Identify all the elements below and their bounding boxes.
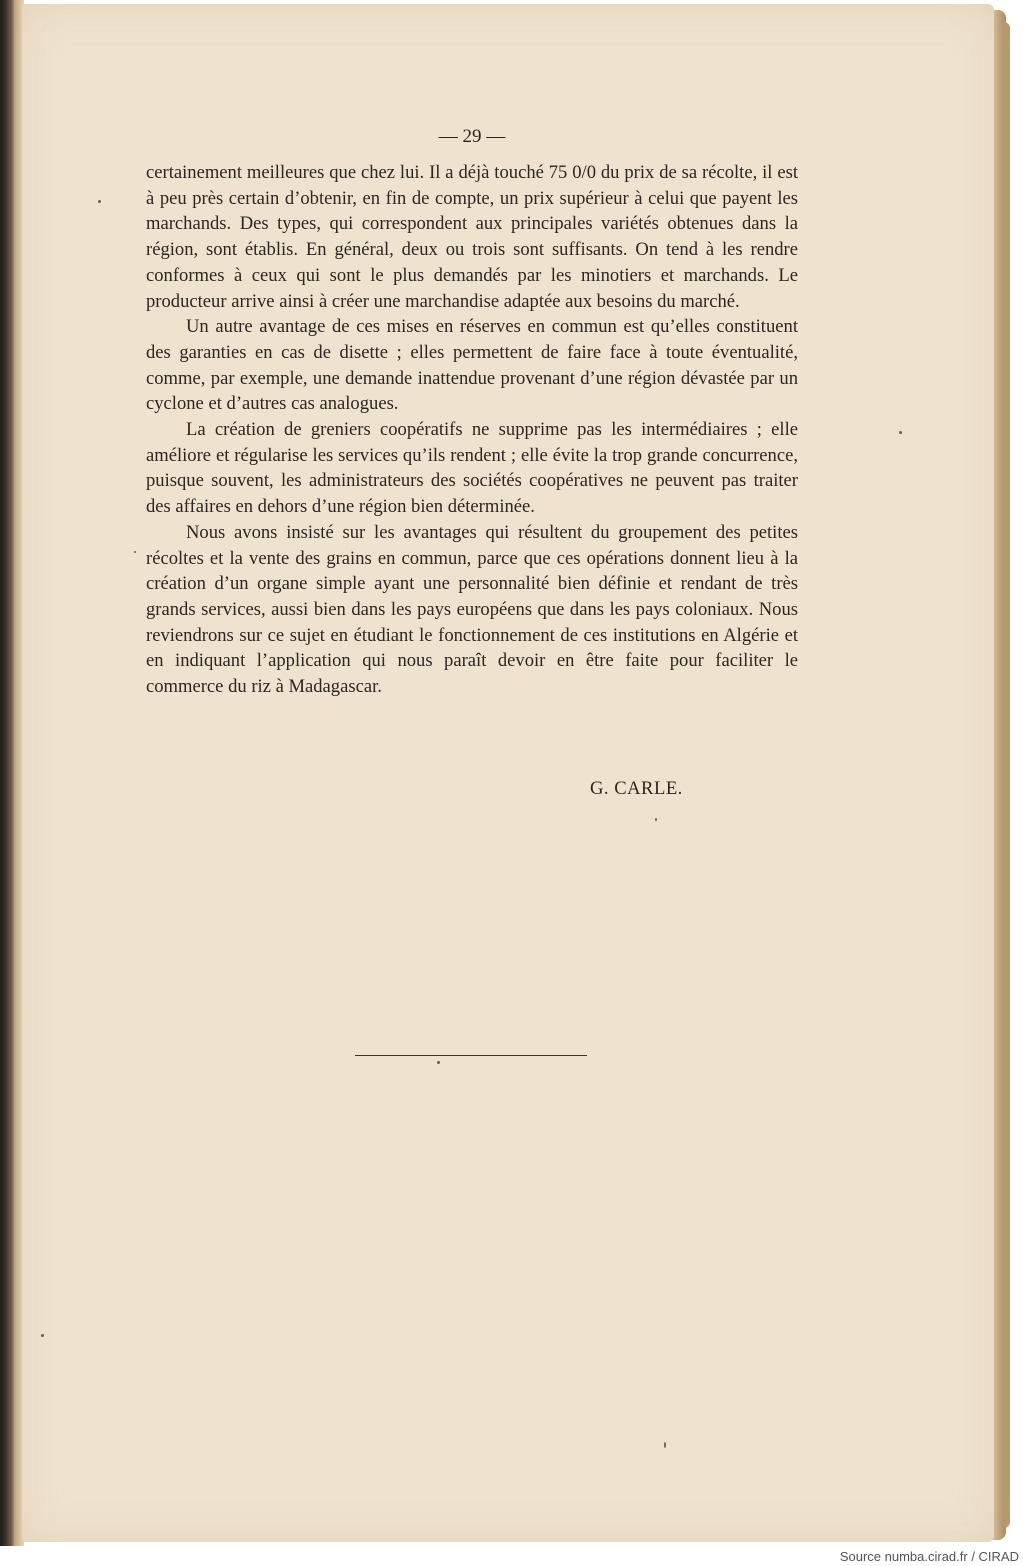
paper-speck bbox=[134, 551, 136, 553]
paper-speck bbox=[664, 1442, 666, 1448]
author-signature: G. CARLE. bbox=[590, 778, 683, 799]
source-credit: Source numba.cirad.fr / CIRAD bbox=[839, 1549, 1019, 1564]
paragraph-4: Nous avons insisté sur les avantages qui résultent du groupement des petites récoltes et la vente des grains en commun, parce que ces opérations donnent lieu à la création d’un organe simple ayant une personnalité bien définie et rendant de très grands services, aussi bien dans les pays européens que dans les pays coloniaux. Nous reviendrons sur ce sujet en étudiant le fonctionnement de ces institutions en Algérie et en indiquant l’application qui nous paraît devoir en être faite pour faciliter le commerce du riz à Madagascar. bbox=[146, 521, 798, 698]
paragraph-1: certainement meilleures que chez lui. Il a déjà touché 75 0/0 du prix de sa récolte, il est à peu près certain d’obtenir, en fin de compte, un prix supérieur à celui que payent les marchands. Des types, qui correspondent aux principales variétés obtenues dans la région, sont établis. En général, deux ou trois sont suffisants. On tend à les rendre conformes à ceux qui sont le plus demandés par les minotiers et marchands. Le producteur arrive ainsi à créer une marchandise adaptée aux besoins du marché. bbox=[146, 162, 798, 312]
paragraph-2: Un autre avantage de ces mises en réserves en commun est qu’elles constituent des garanties en cas de disette ; elles permettent de faire face à toute éventualité, comme, par exemple, une demande inattendue provenant d’une région dévastée par un cyclone et d’autres cas analogues. bbox=[146, 316, 798, 415]
paper-speck bbox=[41, 1334, 44, 1337]
paper-speck bbox=[437, 1061, 440, 1064]
section-divider-rule bbox=[355, 1055, 587, 1056]
body-text bbox=[146, 160, 798, 700]
page-stack-edge-outer bbox=[1004, 22, 1010, 1528]
paper-speck bbox=[655, 818, 657, 821]
paper-speck bbox=[98, 200, 101, 203]
paragraph-3: La création de greniers coopératifs ne supprime pas les intermédiaires ; elle améliore et régularise les services qu’ils rendent ; elle évite la trop grande concurrence, puisque souvent, les administrateurs des sociétés coopératives ne peuvent pas traiter des affaires en dehors d’une région bien déterminée. bbox=[146, 419, 798, 518]
book-binding bbox=[0, 0, 14, 1546]
paper-speck bbox=[899, 431, 902, 434]
page-number: — 29 — bbox=[438, 126, 506, 147]
